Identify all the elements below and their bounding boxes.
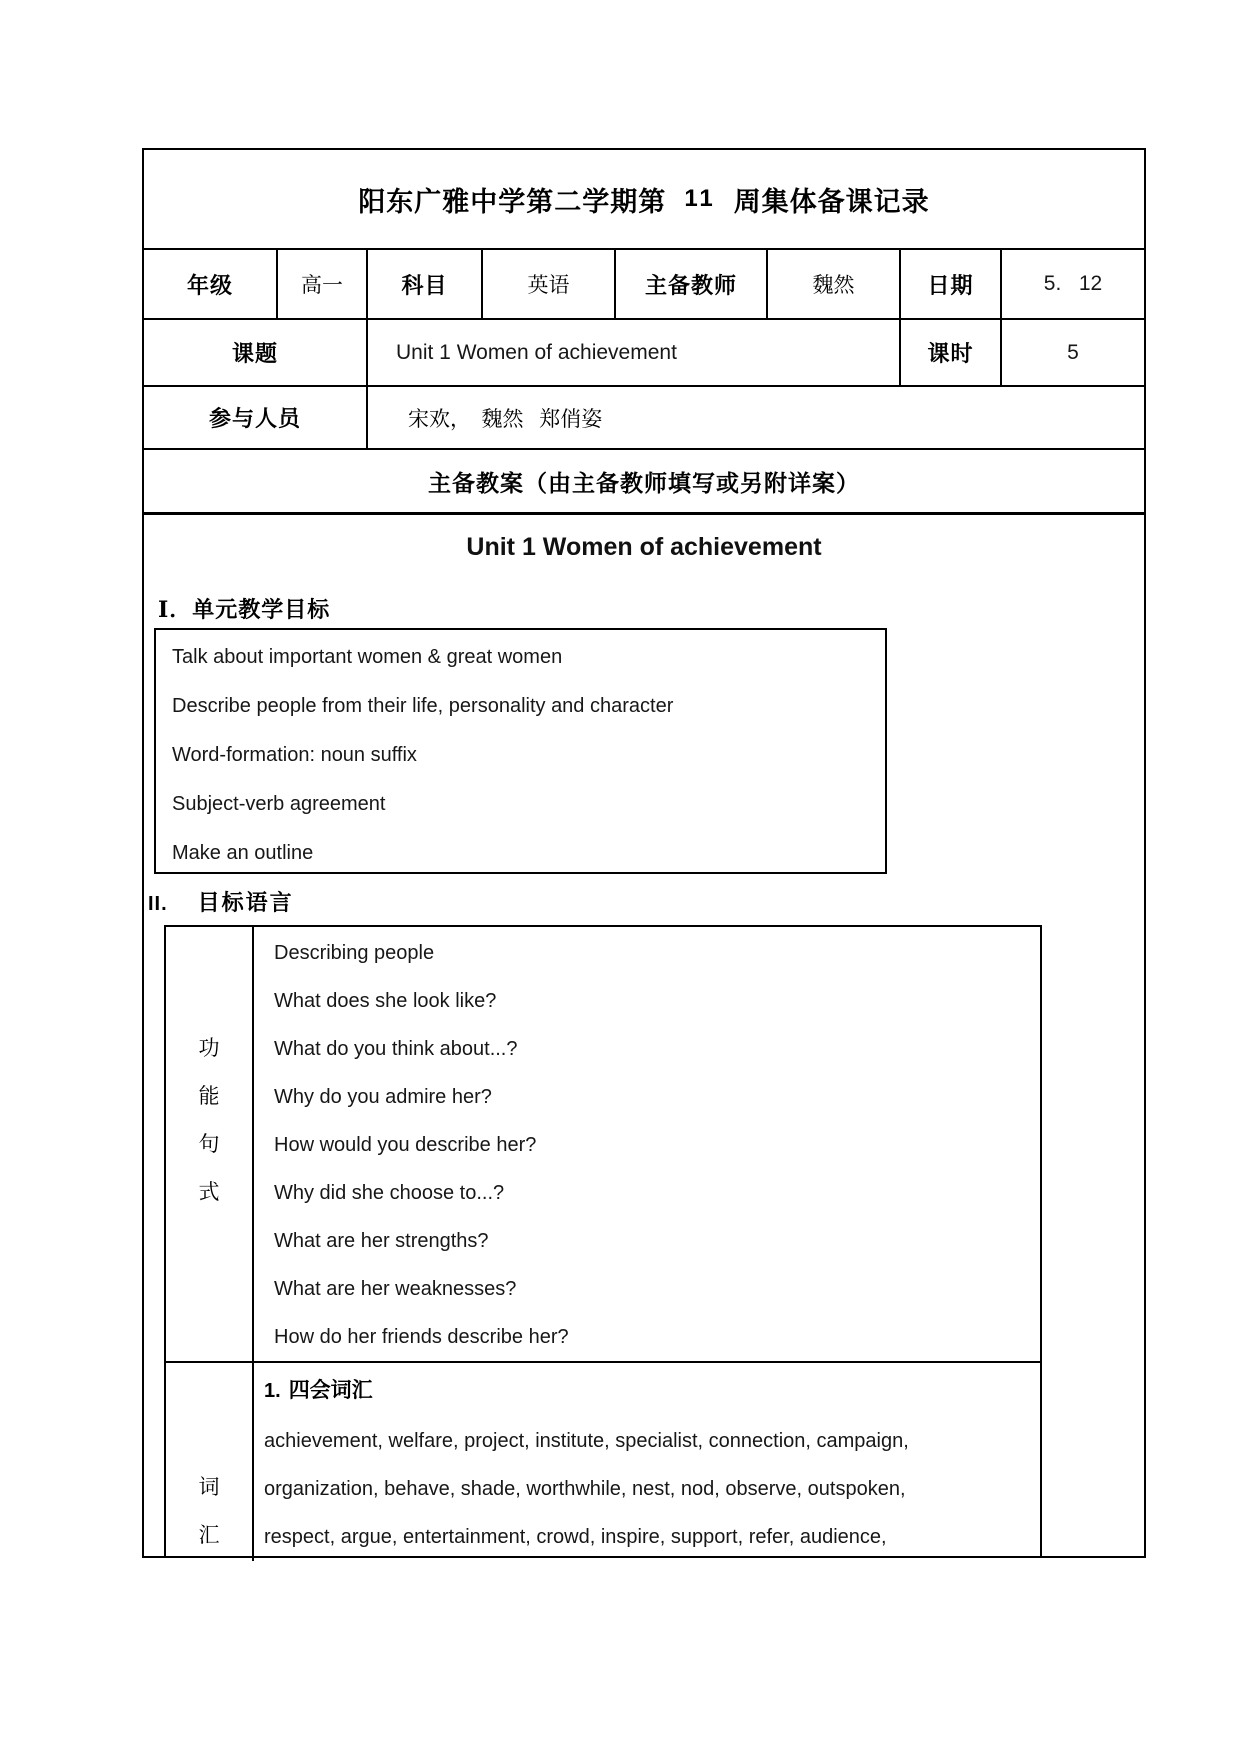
title-week-number: 11	[684, 185, 716, 212]
functions-label-char: 能	[198, 1084, 220, 1108]
vocabulary-row	[166, 1363, 1040, 1561]
participants-value: 宋欢， 魏然 郑俏姿	[408, 406, 603, 431]
table-title-row	[144, 150, 1144, 250]
section2-heading	[148, 886, 294, 917]
unit-title: Unit 1 Women of achievement	[466, 533, 822, 561]
grade-value: 高一	[278, 250, 368, 318]
date-label: 日期	[901, 250, 1002, 318]
function-sentence: What are her weaknesses?	[274, 1278, 517, 1300]
topic-row	[144, 320, 1144, 387]
subject-label: 科目	[368, 250, 483, 318]
info-row	[144, 250, 1144, 320]
objective-item: Talk about important women & great women	[172, 646, 563, 668]
plan-header-text: 主备教案（由主备教师填写或另附详案）	[428, 470, 860, 496]
function-sentence: How would you describe her?	[274, 1134, 537, 1156]
subject-value: 英语	[483, 250, 616, 318]
vocabulary-label-char: 词	[198, 1475, 220, 1499]
title-prefix: 阳东广雅中学第二学期第	[358, 186, 667, 217]
lesson-plan-body	[144, 515, 1144, 1556]
target-language-table	[164, 925, 1042, 1556]
periods-value: 5	[1067, 340, 1079, 364]
function-sentence: What does she look like?	[274, 990, 497, 1012]
vocabulary-line: achievement, welfare, project, institute, specialist, connection, campaign,	[264, 1430, 909, 1452]
participants-label: 参与人员	[144, 387, 368, 448]
function-sentence: How do her friends describe her?	[274, 1326, 569, 1348]
objective-item: Make an outline	[172, 842, 314, 864]
unit-objectives-box	[154, 628, 887, 874]
objective-item: Subject-verb agreement	[172, 793, 386, 815]
function-sentence: Describing people	[274, 942, 435, 964]
vocabulary-line: organization, behave, shade, worthwhile, nest, nod, observe, outspoken,	[264, 1478, 906, 1500]
vocabulary-label-char: 汇	[198, 1523, 220, 1547]
participants-row	[144, 387, 1144, 450]
grade-label: 年级	[144, 250, 278, 318]
vocabulary-heading-text: 四会词汇	[288, 1378, 373, 1402]
functions-label-char: 式	[198, 1180, 220, 1204]
topic-label: 课题	[144, 320, 368, 385]
lead-teacher-value: 魏然	[768, 250, 901, 318]
section1-heading: Ⅰ．单元教学目标	[158, 597, 331, 622]
function-sentence: Why did she choose to...?	[274, 1182, 505, 1204]
objective-item: Word-formation: noun suffix	[172, 744, 417, 766]
functions-label-char: 功	[198, 1036, 220, 1060]
vocabulary-row-label	[166, 1363, 254, 1561]
date-value: 5. 12	[1043, 272, 1103, 295]
vocabulary-content	[254, 1363, 1040, 1561]
functions-row-label	[166, 927, 254, 1361]
function-sentence: What are her strengths?	[274, 1230, 489, 1252]
function-sentence: Why do you admire her?	[274, 1086, 492, 1108]
topic-value: Unit 1 Women of achievement	[368, 320, 901, 385]
vocabulary-line: respect, argue, entertainment, crowd, inspire, support, refer, audience,	[264, 1526, 887, 1548]
functions-label-char: 句	[198, 1132, 220, 1156]
lead-teacher-label: 主备教师	[616, 250, 768, 318]
plan-header-row	[144, 450, 1144, 515]
vocabulary-heading	[264, 1366, 1040, 1417]
section2-title: 目标语言	[197, 890, 294, 915]
title-suffix: 周集体备课记录	[733, 186, 930, 217]
periods-label: 课时	[901, 320, 1002, 385]
section2-numeral: II.	[148, 893, 168, 915]
lesson-plan-table	[142, 148, 1146, 1558]
functions-sentences	[254, 927, 1040, 1361]
objective-item: Describe people from their life, personality and character	[172, 695, 674, 717]
vocabulary-heading-number: 1.	[264, 1380, 281, 1402]
functions-row	[166, 927, 1040, 1363]
function-sentence: What do you think about...?	[274, 1038, 518, 1060]
